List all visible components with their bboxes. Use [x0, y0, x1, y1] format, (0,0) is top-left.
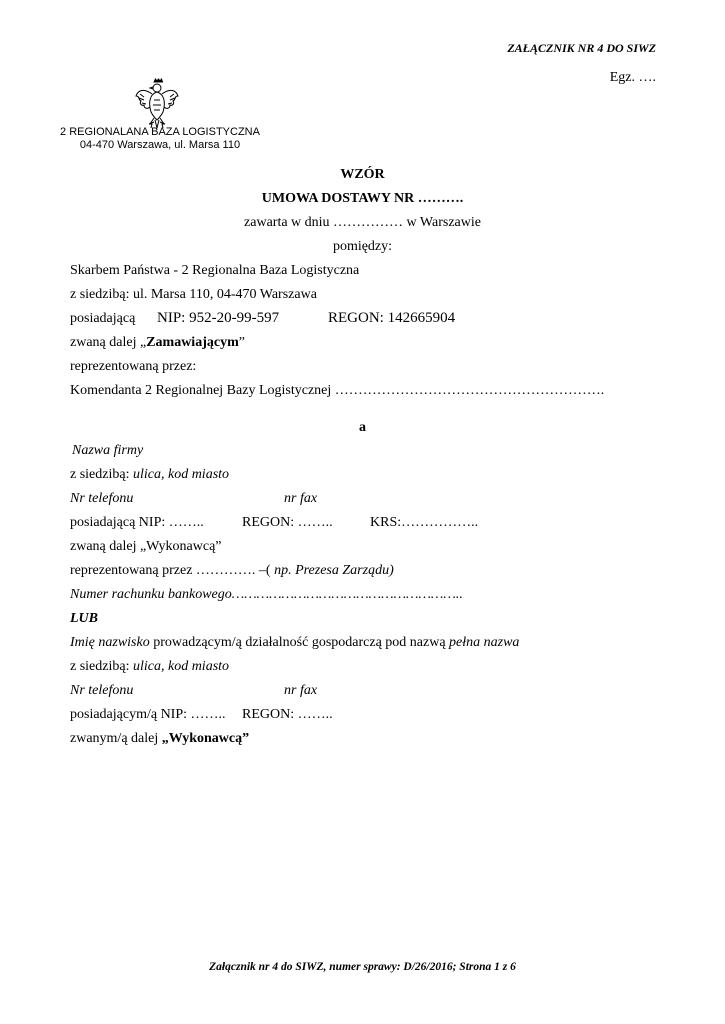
contractor-company-fax: nr fax [284, 491, 318, 506]
contractor-person-name: Imię nazwisko [70, 635, 150, 650]
contractor-company-called: zwaną dalej „Wykonawcą” [70, 539, 222, 554]
attachment-label: ZAŁĄCZNIK NR 4 DO SIWZ [507, 41, 656, 55]
contract-title: UMOWA DOSTAWY NR ………. [261, 191, 464, 206]
buyer-called-suffix: ” [238, 335, 245, 350]
page-footer: Załącznik nr 4 do SIWZ, numer sprawy: D/26/2016; Strona 1 z 6 [209, 961, 516, 973]
copy-number: Egz. …. [609, 70, 656, 85]
buyer-regon: REGON: 142665904 [328, 310, 456, 326]
contractor-person-nip: posiadającym/ą NIP: …….. [70, 707, 226, 722]
contractor-seat-value: ulica, kod miasto [132, 467, 230, 482]
contractor-bank-account: Numer rachunku bankowego……………………………………………….. [70, 587, 463, 602]
between-label: pomiędzy: [332, 239, 393, 254]
contractor-person-called [70, 731, 249, 747]
parties-separator: a [359, 420, 366, 435]
contractor-person-called-prefix: zwanym/ą dalej [70, 731, 162, 746]
contractor-person-seat-value: ulica, kod miasto [132, 659, 230, 674]
contractor-represented-example: np. Prezesa Zarządu) [274, 563, 394, 578]
organization-address: 04-470 Warszawa, ul. Marsa 110 [79, 139, 241, 151]
polish-eagle-emblem-icon [134, 78, 180, 130]
buyer-seat: z siedzibą: ul. Marsa 110, 04-470 Warszawa [70, 287, 317, 302]
buyer-representative: Komendanta 2 Regionalnej Bazy Logistycznej …………………………………………………. [70, 383, 605, 398]
document-heading: WZÓR [340, 167, 385, 182]
contract-date-place: zawarta w dniu …………… w Warszawie [244, 215, 481, 230]
organization-name: 2 REGIONALANA BAZA LOGISTYCZNA [60, 126, 260, 138]
contractor-company-krs: KRS:…………….. [370, 515, 479, 530]
buyer-called [70, 335, 245, 351]
contractor-person-phone: Nr telefonu [70, 683, 134, 698]
contractor-company-regon: REGON: …….. [242, 515, 333, 530]
contractor-person-line [70, 635, 519, 651]
buyer-name: Skarbem Państwa - 2 Regionalna Baza Logistyczna [70, 263, 360, 278]
buyer-ids [70, 311, 135, 327]
contractor-company-nip: posiadającą NIP: …….. [70, 515, 204, 530]
contractor-person-regon: REGON: …….. [242, 707, 333, 722]
buyer-nip: NIP: 952-20-99-597 [157, 310, 280, 326]
contractor-person-fax: nr fax [284, 683, 318, 698]
buyer-represented-label: reprezentowaną przez: [70, 359, 197, 374]
buyer-called-name: Zamawiającym [146, 335, 239, 350]
buyer-nip-prefix: posiadającą [70, 311, 136, 326]
contractor-company-phone: Nr telefonu [70, 491, 134, 506]
contractor-represented-prefix: reprezentowaną przez …………. –( [70, 563, 275, 578]
contractor-seat-prefix: z siedzibą: [70, 467, 133, 482]
contractor-person-called-name: „Wykonawcą” [161, 731, 250, 746]
contractor-person-activity: prowadzącym/ą działalność gospodarczą pod nazwą [149, 635, 450, 650]
contractor-person-trade-name: pełna nazwa [449, 635, 520, 650]
or-label: LUB [70, 611, 98, 626]
contractor-company-represented [70, 563, 394, 579]
contractor-company-name: Nazwa firmy [72, 443, 144, 458]
buyer-called-prefix: zwaną dalej „ [70, 335, 147, 350]
contractor-company-seat [70, 467, 229, 483]
contractor-person-seat-prefix: z siedzibą: [70, 659, 133, 674]
contractor-person-seat [70, 659, 229, 675]
